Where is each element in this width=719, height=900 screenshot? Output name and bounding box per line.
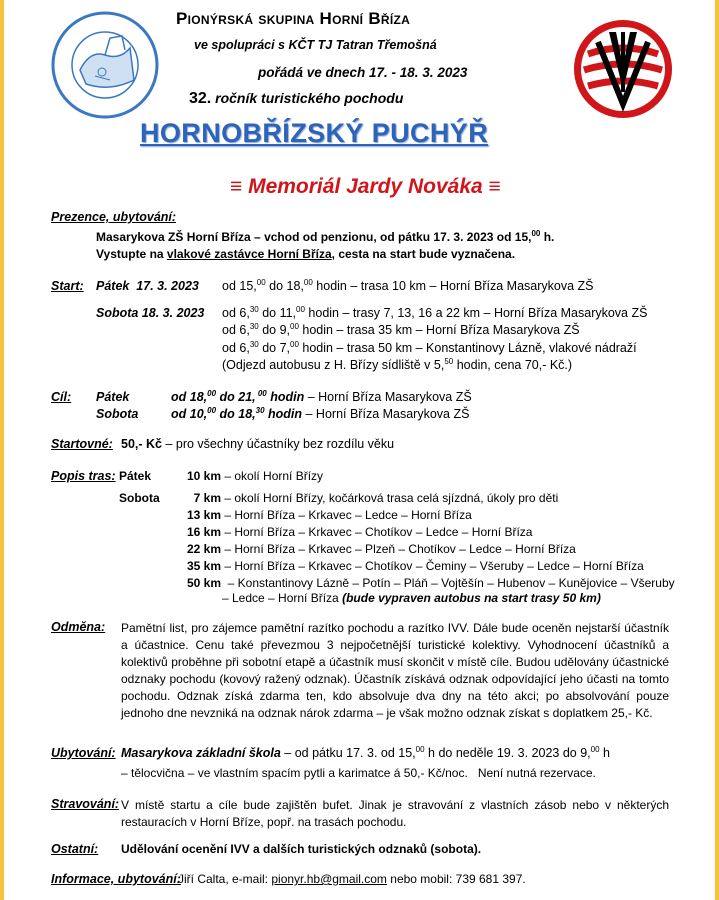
start-label: Start: — [51, 279, 84, 293]
ubytovani-line-1 — [121, 746, 610, 760]
start-saturday-line-3 — [222, 341, 637, 355]
route-description: – Horní Bříza – Krkavec – Ledce – Horní Bříza — [221, 508, 472, 522]
route-description: – Horní Bříza – Krkavec – Plzeň – Chotíkov – Ledce – Horní Bříza — [221, 542, 576, 556]
cil-friday-times — [171, 390, 472, 404]
t: od 10, — [171, 407, 208, 421]
route-row — [119, 525, 532, 539]
route-row — [119, 508, 472, 522]
contact-phone: nebo mobil: 739 681 397. — [386, 872, 526, 886]
t: hodin – trasy 7, 13, 16 a 22 km – Horní Bříza Masarykova ZŠ — [304, 306, 648, 320]
email-link[interactable]: pionyr.hb@gmail.com — [271, 872, 387, 886]
route-distance: 50 km — [186, 576, 221, 590]
start-day-friday: Pátek 17. 3. 2023 — [96, 279, 199, 293]
ubytovani-label: Ubytování: — [51, 746, 116, 760]
route-description: – Horní Bříza – Krkavec – Chotíkov – Ledce – Horní Bříza — [221, 525, 533, 539]
cil-saturday-times — [171, 407, 469, 421]
t: 00 — [255, 388, 267, 398]
route-distance: 10 km — [186, 469, 221, 483]
route-row — [119, 491, 558, 505]
route-row — [119, 542, 576, 556]
route-description: – okolí Horní Břízy, kočárková trasa celá sjízdná, úkoly pro děti — [221, 491, 559, 505]
t: do 18, — [216, 407, 256, 421]
route-day: Sobota — [119, 491, 160, 505]
t: 00 — [290, 321, 299, 331]
t: – Horní Bříza Masarykova ZŠ — [302, 407, 470, 421]
edition-line — [189, 90, 403, 108]
informace-label: Informace, ubytování: — [51, 872, 181, 886]
prezence-line-2 — [96, 247, 515, 261]
t: 30 — [249, 339, 259, 349]
fee-note: – pro všechny účastníky bez rozdílu věku — [162, 437, 395, 451]
t: – od pátku 17. 3. od 15, — [280, 746, 416, 760]
t: h — [599, 746, 611, 760]
startovne-text — [121, 437, 394, 451]
route-distance: 35 km — [186, 559, 221, 573]
right-yellow-border — [715, 0, 719, 900]
route-description: – Konstantinovy Lázně – Potín – Pláň – Vojtěšín – Hubenov – Kunějovice – Všeruby — [221, 576, 675, 590]
puchyr-logo — [50, 10, 160, 120]
cooperation-line: ve spolupráci s KČT TJ Tatran Třemošná — [194, 38, 437, 52]
t: od 15, — [222, 279, 257, 293]
t: 00 — [415, 744, 425, 754]
informace-text — [178, 872, 526, 886]
t: (Odjezd autobusu z H. Břízy sídliště v 5, — [222, 358, 445, 372]
t: od 6, — [222, 341, 250, 355]
routes-label: Popis tras: — [51, 469, 116, 483]
edition-number: 32. — [189, 90, 212, 107]
start-saturday-line-1 — [222, 306, 647, 320]
cil-day-saturday: Sobota — [96, 407, 139, 421]
cil-day-friday: Pátek — [96, 390, 130, 404]
route-row — [119, 469, 323, 483]
t: od 6, — [222, 306, 250, 320]
route-50-continuation — [222, 591, 601, 605]
odmena-text: Pamětní list, pro zájemce pamětní razítko pochodu a razítko IVV. Dále bude oceněn nejstarší účastník a účastnice. Cenu také převezmou 3 nejpočetnější turistické kolektivy. Vyhodnocení účastníků a kolektivů proběhne při sobotní etapě a účastník musí skončit v místě cíle. Budou udělovány účastnické odznaky pochodu (kovový ražený odznak). Účastník získává odznak odpovídající jeho účasti na tomto pochodu. Odznak získá zdarma ten, kdo absolvuje dva dny na této akci; po absolvování pouze jednoho dne nevzniká na odznak nárok zdarma – je však možno odznak získat s doplatkem 25,- Kč. — [121, 621, 669, 720]
t: hodin — [266, 390, 305, 404]
route-distance: 22 km — [186, 542, 221, 556]
t: od 18, — [171, 390, 208, 404]
t: 30 — [249, 304, 259, 314]
prezence-sup: 00 — [531, 229, 541, 238]
prezence-line-1 — [96, 230, 554, 244]
start-friday-times — [222, 279, 593, 293]
t: 00 — [296, 304, 305, 314]
t: 00 — [256, 277, 266, 287]
main-title: HORNOBŘÍZSKÝ PUCHÝŘ — [140, 118, 489, 148]
ivv-logo — [572, 18, 674, 120]
t: 00 — [290, 339, 299, 349]
t: 00 — [303, 277, 313, 287]
prezence-text-d: , cesta na start bude vyznačena. — [331, 247, 516, 261]
t: 30 — [249, 321, 259, 331]
t: do 18, — [265, 279, 304, 293]
t: 30 — [255, 405, 265, 415]
t: – Horní Bříza Masarykova ZŠ — [304, 390, 472, 404]
t: do 21, — [216, 390, 256, 404]
route-50-end: – Ledce – Horní Bříza — [222, 591, 343, 605]
t: 00 — [590, 744, 600, 754]
route-description: – Horní Bříza – Krkavec – Chotíkov – Čeminy – Všeruby – Ledce – Horní Bříza — [221, 559, 644, 573]
ostatni-label: Ostatní: — [51, 842, 99, 856]
route-row — [119, 559, 644, 573]
t: hodin, cena 70,- Kč.) — [453, 358, 573, 372]
t: 00 — [207, 388, 217, 398]
prezence-text-b: h. — [540, 230, 555, 244]
prezence-text-c: Vystupte na — [96, 247, 167, 261]
start-saturday-line-2 — [222, 323, 580, 337]
t: hodin — [264, 407, 303, 421]
stravovani-text: V místě startu a cíle bude zajištěn bufet. Jinak je stravování z vlastních zásob nebo v některých restauracích v Horní Bříze, popř. na trasách pochodu. — [121, 798, 669, 829]
t: 50 — [444, 356, 454, 366]
train-stop-text: vlakové zastávce Horní Bříza — [166, 247, 332, 261]
prezence-text-a: Masarykova ZŠ Horní Bříza – vchod od penzionu, od pátku 17. 3. 2023 od 15, — [96, 230, 532, 244]
org-name: Pionýrská skupina Horní Bříza — [176, 9, 411, 28]
t: 00 — [207, 405, 217, 415]
start-day-saturday: Sobota 18. 3. 2023 — [96, 306, 205, 320]
t: od 6, — [222, 323, 250, 337]
startovne-label: Startovné: — [51, 437, 113, 451]
contact-name: Jiří Calta, e-mail: — [178, 872, 272, 886]
route-day: Pátek — [119, 469, 152, 483]
route-description: – okolí Horní Břízy — [221, 469, 324, 483]
stravovani-label: Stravování: — [51, 797, 120, 811]
t: hodin – trasa 35 km – Horní Bříza Masarykova ZŠ — [298, 323, 580, 337]
cil-label: Cíl: — [51, 390, 72, 404]
t: do 7, — [258, 341, 290, 355]
route-row — [119, 576, 675, 590]
t: do 11, — [258, 306, 297, 320]
edition-text: ročník turistického pochodu — [215, 90, 404, 106]
t: hodin – trasa 50 km – Konstantinovy Lázně, vlakové nádraží — [298, 341, 637, 355]
ostatni-text: Udělování ocenění IVV a dalších turistických odznaků (sobota). — [121, 842, 482, 856]
route-50-note: (bude vypraven autobus na start trasy 50 km) — [342, 591, 601, 605]
left-yellow-border — [0, 0, 4, 900]
school-name: Masarykova základní škola — [121, 746, 281, 760]
memorial-title: ≡ Memoriál Jardy Nováka ≡ — [230, 175, 501, 198]
prezence-label: Prezence, ubytování: — [51, 210, 177, 224]
route-distance: 7 km — [193, 491, 221, 505]
route-distance: 16 km — [186, 525, 221, 539]
start-saturday-line-4 — [222, 358, 572, 372]
ubytovani-line-2: – tělocvična – ve vlastním spacím pytli a karimatce á 50,- Kč/noc. Není nutná rezervace. — [121, 766, 596, 780]
event-dates: pořádá ve dnech 17. - 18. 3. 2023 — [258, 65, 468, 80]
t: h do neděle 19. 3. 2023 do 9, — [424, 746, 591, 760]
fee-amount: 50,- Kč — [121, 437, 162, 451]
t: do 9, — [258, 323, 290, 337]
odmena-label: Odměna: — [51, 620, 106, 634]
route-distance: 13 km — [186, 508, 221, 522]
t: hodin – trasa 10 km – Horní Bříza Masarykova ZŠ — [312, 279, 594, 293]
